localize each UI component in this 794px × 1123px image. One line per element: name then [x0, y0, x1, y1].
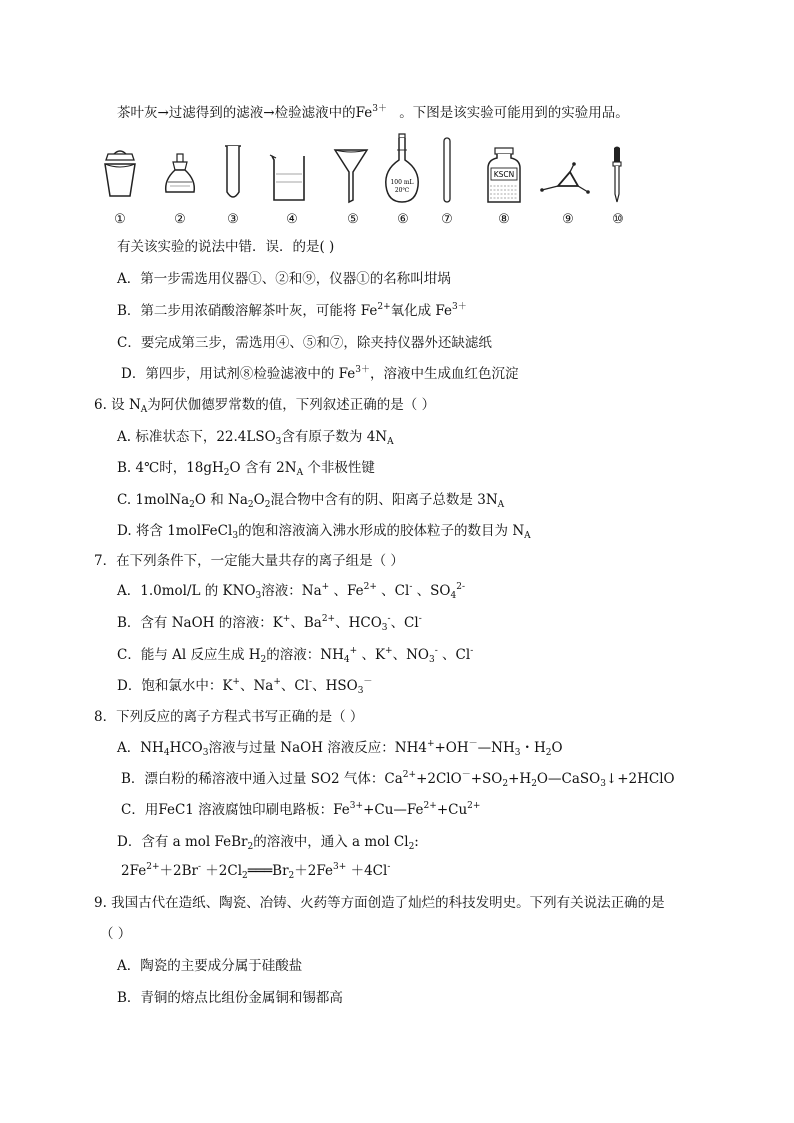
- beaker-icon: [268, 152, 310, 204]
- alcohol-lamp-icon: [160, 152, 200, 202]
- q6-stem: 6. 设 $N_A$为阿伏伽德罗常数的值，下列叙述正确的是（ ）: [94, 397, 436, 415]
- dropper-icon: [608, 146, 626, 204]
- intro-text: 茶叶灰→过滤得到的滤液→检验滤液中的Fe: [117, 105, 373, 121]
- q7-option-c: C．能与 Al 反应生成 $H_2$的溶液：$NH_4^+$ 、K+、$NO_3^-$ 、Cl-: [117, 646, 474, 665]
- q5-stem: 有关该实验的说法中错．误．的是( ): [117, 239, 335, 255]
- q7-stem: 7．在下列条件下，一定能大量共存的离子组是（ ）: [94, 553, 404, 569]
- q7-option-a: A．1.0mol/L 的 $KNO_3$溶液：Na+ 、$Fe^{2+}$ 、Cl- 、$SO_4^{2-}$: [117, 582, 466, 601]
- bottle-label: KSCN: [493, 170, 515, 179]
- apparatus-label: ⑥: [397, 212, 409, 227]
- apparatus-label: ⑦: [441, 212, 453, 227]
- q6-option-a: A. 标准状态下，$22.4LSO_3$含有原子数为 $4N_A$: [117, 429, 394, 447]
- apparatus-label: ⑨: [562, 212, 574, 227]
- q8-option-c: C．用FeC1 溶液腐蚀印刷电路板：$Fe^{3+}+Cu—Fe^{2+}+Cu^{2+}$: [121, 801, 481, 818]
- superscript: 3＋: [372, 104, 387, 114]
- apparatus-label: ④: [286, 212, 298, 227]
- crucible-icon: [100, 152, 140, 202]
- q5-option-c: C．要完成第三步，需选用④、⑤和⑦，除夹持仪器外还缺滤纸: [117, 335, 492, 351]
- intro-line: [117, 104, 629, 122]
- q8-stem: 8．下列反应的离子方程式书写正确的是（ ）: [94, 709, 364, 725]
- apparatus-label: ①: [114, 212, 126, 227]
- apparatus-label: ⑧: [498, 212, 510, 227]
- volumetric-flask-icon: [382, 132, 422, 206]
- glass-rod-icon: [442, 136, 452, 204]
- clay-triangle-icon: [540, 162, 590, 198]
- q7-option-b: B．含有 NaOH 的溶液：K+、$Ba^{2+}$、$HCO_3^-$、Cl-: [117, 614, 422, 633]
- reagent-bottle-icon: [486, 146, 522, 206]
- q6-option-d: D. 将含 1molFeCl$_3$的饱和溶液滴入沸水形成的胶体粒子的数目为 $N_A$: [117, 523, 531, 541]
- test-tube-icon: [222, 144, 244, 204]
- q8-equation: $2Fe^{2+}+2Br^-$ $+2Cl_2═══Br_2+2Fe^{3+} +4Cl^-$: [121, 862, 391, 881]
- q9-option-a: A．陶瓷的主要成分属于硅酸盐: [117, 958, 303, 974]
- q9-option-b: B．青铜的熔点比组份金属铜和锡都高: [117, 990, 343, 1006]
- q6-option-c: C. 1molNa$_2$O 和 $Na_2O_2$混合物中含有的阴、阳离子总数是 $3N_A$: [117, 492, 505, 510]
- q8-option-d: D．含有 a mol FeBr$_2$的溶液中，通入 a mol $Cl_2$:: [117, 834, 419, 852]
- q5-option-b: B．第二步用浓硝酸溶解茶叶灰，可能将 $Fe^{2+}$氧化成 $Fe^{3+}$: [117, 302, 467, 319]
- funnel-icon: [333, 146, 369, 204]
- q9-stem: 9. 我国古代在造纸、陶瓷、冶铸、火药等方面创造了灿烂的科技发明史。下列有关说法正确的是: [94, 895, 665, 911]
- intro-text-tail: 。下图是该实验可能用到的实验用品。: [399, 105, 629, 121]
- q6-option-b: B. 4℃时，$18gH_2O$ 含有 $2N_A$ 个非极性键: [117, 460, 375, 478]
- apparatus-label: ⑩: [612, 212, 624, 227]
- apparatus-label: ⑤: [347, 212, 359, 227]
- q8-option-a: A．$NH_4HCO_3$溶液与过量 NaOH 溶液反应：$NH4^++OH^-—NH_3$・$H_2O$: [117, 739, 563, 758]
- apparatus-label: ③: [227, 212, 239, 227]
- q5-option-d: D．第四步，用试剂⑧检验滤液中的 $Fe^{3+}$，溶液中生成血红色沉淀: [121, 365, 519, 382]
- flask-temperature-label: 20℃: [394, 187, 410, 194]
- q9-answer-paren: （ ）: [100, 926, 132, 942]
- q5-option-a: A．第一步需选用仪器①、②和⑨，仪器①的名称叫坩埚: [117, 271, 451, 287]
- flask-capacity-label: 100 mL: [390, 179, 414, 186]
- apparatus-label: ②: [174, 212, 186, 227]
- q7-option-d: D．饱和氯水中：K+、Na+、Cl-、$HSO_3^-$: [117, 677, 373, 696]
- q8-option-b: B．漂白粉的稀溶液中通入过量 SO2 气体：$Ca^{2+}+2ClO^-+SO_2+H_2O—CaSO_3↓+2HClO$: [121, 770, 675, 789]
